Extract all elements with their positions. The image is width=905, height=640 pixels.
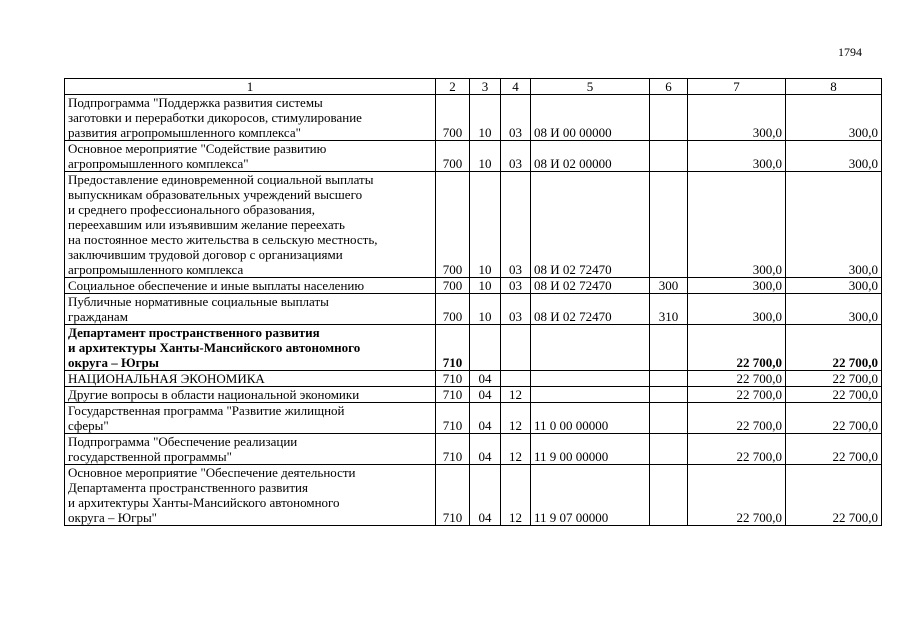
- row-name: Департамент пространственного развития и архитектуры Ханты-Мансийского автономного округа – Югры: [65, 325, 436, 371]
- row-code-subsection: 03: [501, 141, 531, 172]
- row-name: Подпрограмма "Поддержка развития системы заготовки и переработки дикоросов, стимулирование развития агропромышленного комплекса": [65, 95, 436, 141]
- row-name: Основное мероприятие "Содействие развитию агропромышленного комплекса": [65, 141, 436, 172]
- row-code-subsection: 03: [501, 294, 531, 325]
- row-name: Предоставление единовременной социальной выплаты выпускникам образовательных учреждений высшего и среднего профессионального образования, переехавшим или изъявившим желание переехать на постоянное место жительства в сельскую местность, заключившим трудовой договор с организациями агропромышленного комплекса: [65, 172, 436, 278]
- row-code-ministry: 710: [436, 387, 470, 403]
- row-name: Социальное обеспечение и иные выплаты населению: [65, 278, 436, 294]
- row-amount-year2: 22 700,0: [786, 325, 882, 371]
- table-row: [65, 325, 882, 371]
- row-code-subsection: 03: [501, 172, 531, 278]
- row-amount-year2: 300,0: [786, 141, 882, 172]
- row-amount-year1: 22 700,0: [688, 387, 786, 403]
- row-name: Подпрограмма "Обеспечение реализации государственной программы": [65, 434, 436, 465]
- row-amount-year1: 300,0: [688, 278, 786, 294]
- table-row: [65, 465, 882, 526]
- row-amount-year1: 22 700,0: [688, 371, 786, 387]
- table-row: [65, 294, 882, 325]
- row-amount-year2: 22 700,0: [786, 403, 882, 434]
- column-header-3: 3: [470, 79, 501, 95]
- budget-table: [64, 78, 882, 526]
- row-code-subsection: [501, 371, 531, 387]
- row-amount-year2: 22 700,0: [786, 465, 882, 526]
- row-amount-year1: 300,0: [688, 294, 786, 325]
- table-row: [65, 278, 882, 294]
- row-code-expense-type: [650, 325, 688, 371]
- row-code-ministry: 710: [436, 434, 470, 465]
- row-code-section: 04: [470, 403, 501, 434]
- table-row: [65, 95, 882, 141]
- table-body: [65, 95, 882, 526]
- table-row: [65, 403, 882, 434]
- row-code-target: 08 И 00 00000: [531, 95, 650, 141]
- row-amount-year2: 300,0: [786, 95, 882, 141]
- row-code-target: 08 И 02 72470: [531, 278, 650, 294]
- column-header-7: 7: [688, 79, 786, 95]
- row-code-section: 10: [470, 278, 501, 294]
- row-code-section: 10: [470, 172, 501, 278]
- row-code-ministry: 700: [436, 294, 470, 325]
- column-header-1: 1: [65, 79, 436, 95]
- row-code-section: 10: [470, 294, 501, 325]
- header-row: [65, 79, 882, 95]
- row-code-section: 04: [470, 465, 501, 526]
- column-header-6: 6: [650, 79, 688, 95]
- row-code-expense-type: [650, 371, 688, 387]
- row-code-subsection: 12: [501, 403, 531, 434]
- row-amount-year1: 22 700,0: [688, 434, 786, 465]
- row-code-section: [470, 325, 501, 371]
- row-amount-year1: 22 700,0: [688, 325, 786, 371]
- row-amount-year1: 300,0: [688, 172, 786, 278]
- column-header-5: 5: [531, 79, 650, 95]
- row-code-expense-type: [650, 95, 688, 141]
- table-row: [65, 141, 882, 172]
- row-code-ministry: 710: [436, 465, 470, 526]
- row-code-expense-type: [650, 465, 688, 526]
- row-code-target: 08 И 02 72470: [531, 294, 650, 325]
- row-code-target: [531, 387, 650, 403]
- row-code-expense-type: [650, 403, 688, 434]
- row-name: Государственная программа "Развитие жилищной сферы": [65, 403, 436, 434]
- row-code-ministry: 700: [436, 141, 470, 172]
- row-code-expense-type: [650, 434, 688, 465]
- row-code-target: 08 И 02 72470: [531, 172, 650, 278]
- column-header-8: 8: [786, 79, 882, 95]
- page-number: 1794: [838, 45, 862, 59]
- row-code-target: [531, 325, 650, 371]
- row-code-expense-type: [650, 387, 688, 403]
- row-code-ministry: 700: [436, 278, 470, 294]
- row-code-subsection: 12: [501, 387, 531, 403]
- row-code-ministry: 710: [436, 325, 470, 371]
- row-amount-year1: 300,0: [688, 141, 786, 172]
- row-amount-year1: 300,0: [688, 95, 786, 141]
- row-amount-year1: 22 700,0: [688, 403, 786, 434]
- row-name: Другие вопросы в области национальной экономики: [65, 387, 436, 403]
- row-code-ministry: 700: [436, 95, 470, 141]
- row-name: НАЦИОНАЛЬНАЯ ЭКОНОМИКА: [65, 371, 436, 387]
- row-code-expense-type: [650, 172, 688, 278]
- row-code-subsection: 03: [501, 95, 531, 141]
- row-code-target: 11 0 00 00000: [531, 403, 650, 434]
- row-amount-year2: 22 700,0: [786, 387, 882, 403]
- row-code-target: 08 И 02 00000: [531, 141, 650, 172]
- table-row: [65, 371, 882, 387]
- table-row: [65, 434, 882, 465]
- row-code-subsection: 03: [501, 278, 531, 294]
- row-code-ministry: 700: [436, 172, 470, 278]
- table-row: [65, 387, 882, 403]
- row-code-subsection: 12: [501, 434, 531, 465]
- row-code-expense-type: 300: [650, 278, 688, 294]
- row-code-section: 04: [470, 387, 501, 403]
- row-amount-year2: 300,0: [786, 294, 882, 325]
- row-code-ministry: 710: [436, 371, 470, 387]
- row-amount-year2: 22 700,0: [786, 434, 882, 465]
- row-code-ministry: 710: [436, 403, 470, 434]
- row-code-section: 10: [470, 141, 501, 172]
- row-code-target: 11 9 00 00000: [531, 434, 650, 465]
- row-code-section: 04: [470, 371, 501, 387]
- row-amount-year1: 22 700,0: [688, 465, 786, 526]
- row-code-subsection: [501, 325, 531, 371]
- row-amount-year2: 300,0: [786, 278, 882, 294]
- row-code-expense-type: 310: [650, 294, 688, 325]
- row-code-section: 10: [470, 95, 501, 141]
- row-code-target: 11 9 07 00000: [531, 465, 650, 526]
- row-code-subsection: 12: [501, 465, 531, 526]
- column-header-2: 2: [436, 79, 470, 95]
- table-row: [65, 172, 882, 278]
- row-name: Публичные нормативные социальные выплаты гражданам: [65, 294, 436, 325]
- row-name: Основное мероприятие "Обеспечение деятельности Департамента пространственного развития и архитектуры Ханты-Мансийского автономного округа – Югры": [65, 465, 436, 526]
- column-header-4: 4: [501, 79, 531, 95]
- row-code-expense-type: [650, 141, 688, 172]
- row-amount-year2: 22 700,0: [786, 371, 882, 387]
- row-amount-year2: 300,0: [786, 172, 882, 278]
- row-code-target: [531, 371, 650, 387]
- row-code-section: 04: [470, 434, 501, 465]
